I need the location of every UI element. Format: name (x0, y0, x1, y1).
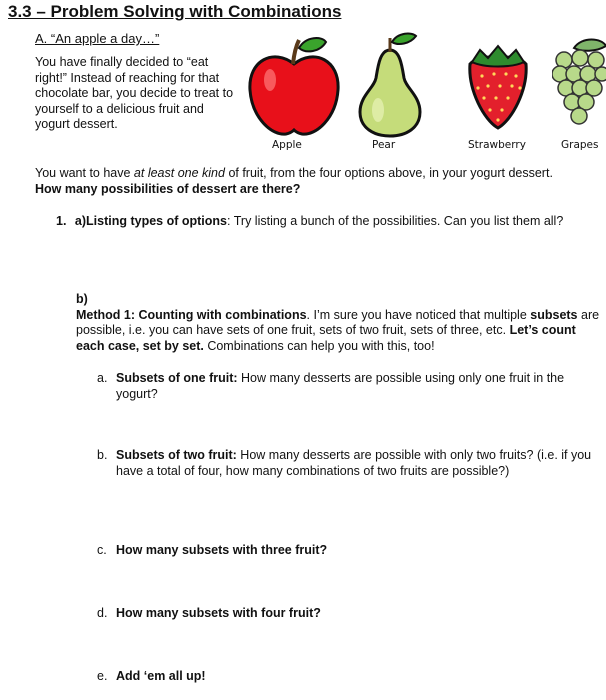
sub-letter: d. (97, 606, 108, 620)
fruit-label-apple: Apple (272, 139, 302, 151)
fruit-label-strawberry: Strawberry (468, 139, 526, 151)
apple-icon (244, 34, 344, 138)
sub-text: How many desserts are possible using only one fruit in the yogurt? (116, 371, 565, 401)
sub-question-a (97, 371, 602, 405)
sub-question-c (97, 543, 602, 561)
method-subsets: subsets (530, 307, 578, 322)
q1-heading: a)Listing types of options (74, 214, 228, 228)
sub-question-b (97, 448, 602, 482)
question-1 (56, 214, 601, 228)
sub-heading: How many subsets with three fruit? (116, 543, 328, 557)
method-text-3: Combinations can help you with this, too! (203, 338, 435, 353)
q1-text: : Try listing a bunch of the possibilities. Can you list them all? (227, 214, 564, 228)
section-heading: A. “An apple a day…” (35, 31, 160, 46)
question-emphasis: at least one kind (133, 166, 225, 180)
question-bold: How many possibilities of dessert are there? (35, 181, 301, 196)
sub-letter: c. (97, 543, 107, 557)
sub-question-d (97, 606, 602, 624)
grapes-icon (552, 36, 606, 132)
method-text-2: are possible, i.e. you can have sets of one fruit, sets of two fruit, sets of three, etc. (76, 307, 600, 337)
method-text-1: . I’m sure you have noticed that multiple (306, 307, 531, 322)
sub-heading: Subsets of two fruit: (116, 448, 237, 462)
fruit-label-grapes: Grapes (561, 139, 599, 151)
main-question (35, 166, 600, 197)
sub-heading: Add ‘em all up! (116, 669, 206, 683)
sub-question-e (97, 669, 602, 687)
method-1-paragraph (76, 292, 601, 354)
q1-number: 1. (56, 214, 67, 228)
intro-paragraph: You have finally decided to “eat right!” Instead of reaching for that chocolate bar, you decide to treat to yourself to a delicious fruit and yogurt dessert. (35, 55, 234, 131)
sub-letter: e. (97, 669, 108, 683)
sub-heading: How many subsets with four fruit? (116, 606, 321, 620)
question-text-end: of fruit, from the four options above, in your yogurt dessert. (224, 166, 553, 180)
pear-icon (354, 30, 426, 138)
method-heading: Method 1: Counting with combinations (76, 307, 307, 322)
sub-heading: Subsets of one fruit: (116, 371, 238, 385)
fruit-label-pear: Pear (372, 139, 396, 151)
page-title: 3.3 – Problem Solving with Combinations (8, 2, 342, 21)
sub-letter: b. (97, 448, 108, 462)
question-text: You want to have (35, 166, 134, 180)
method-instruction: Let’s count each case, set by set. (76, 323, 576, 353)
sub-letter: a. (97, 371, 108, 385)
sub-text: How many desserts are possible with only two fruits? (i.e. if you have a total of four, how many combinations of two fruits are possible?) (116, 448, 592, 478)
method-label: b) (76, 292, 88, 306)
strawberry-icon (462, 40, 534, 132)
